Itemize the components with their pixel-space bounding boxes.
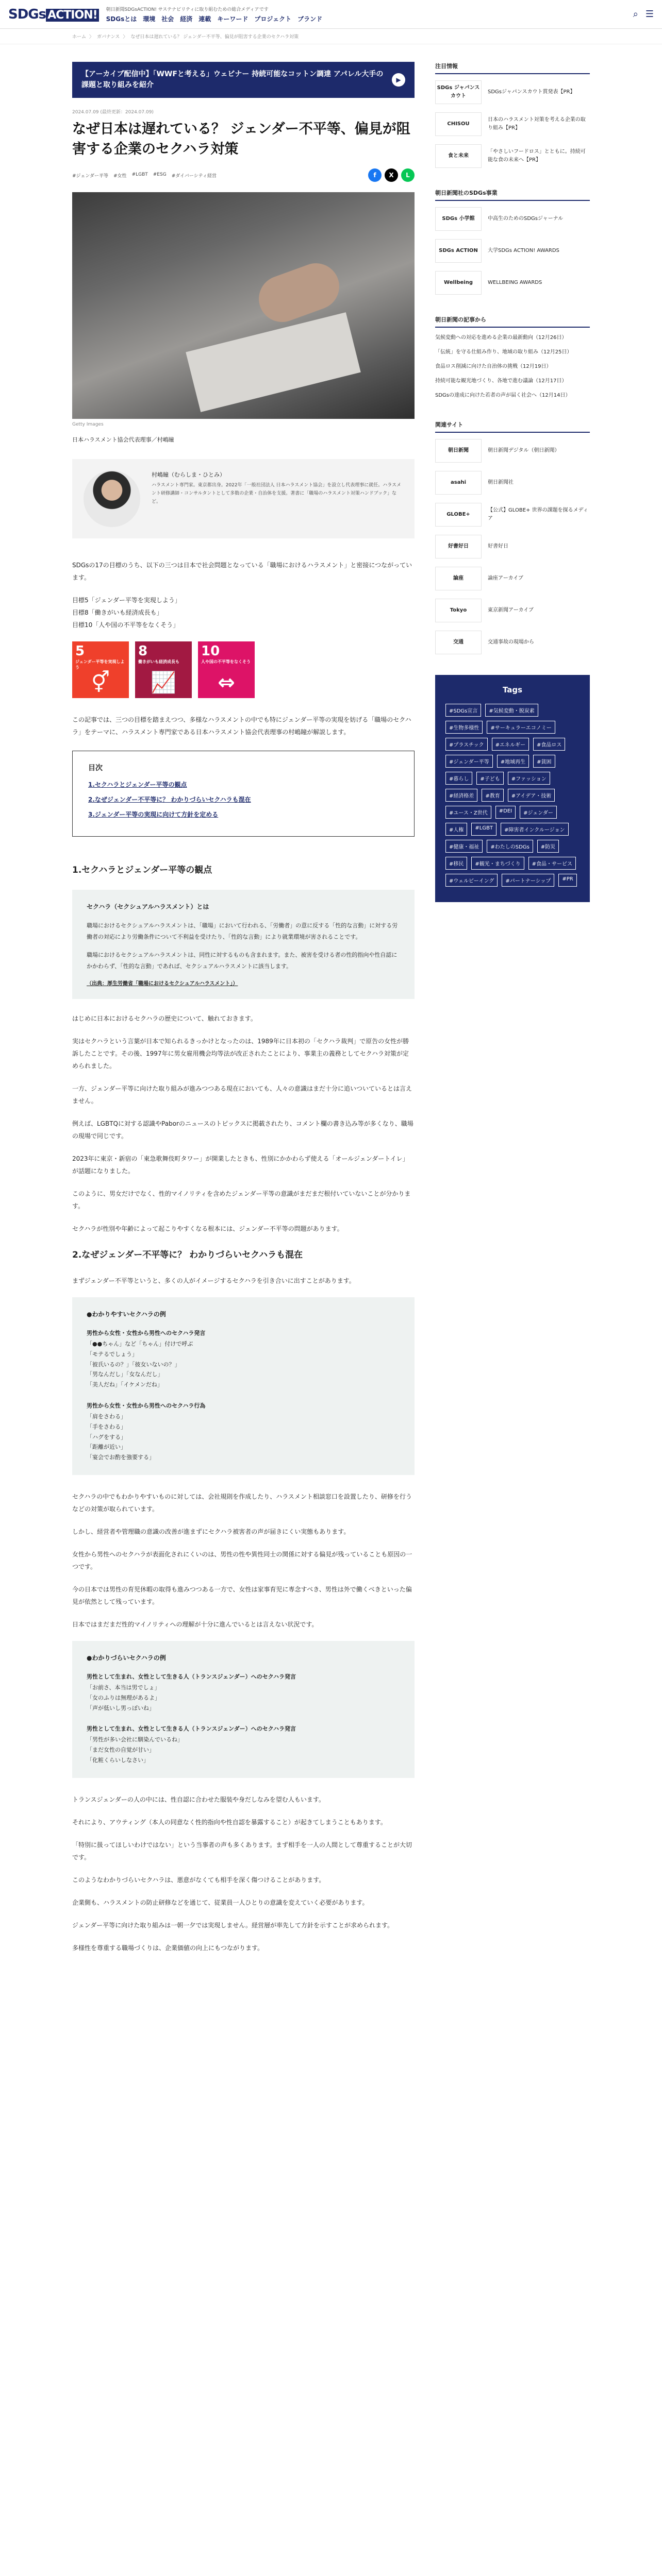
example-item: 「まだ女性の自覚が甘い」 [87, 1747, 155, 1754]
sdg-goal-text: 働きがいも経済成長も [138, 659, 179, 665]
body-paragraph: トランスジェンダーの人の中には、性自認に合わせた服装や身だしなみを望む人もいます。 [72, 1795, 325, 1803]
sdg-goal-icon: ⚥ [91, 671, 110, 695]
body-paragraph: 企業側も、ハラスメントの防止研修などを通じて、従業員一人ひとりの意識を変えていく必要があります。 [72, 1899, 369, 1906]
sidebar-heading: 朝日新聞社のSDGs事業 [435, 189, 590, 201]
body-paragraph: 実はセクハラという言葉が日本で知られるきっかけとなったのは、1989年に日本初の「セクハラ裁判」で原告の女性が勝訴したことです。その後、1997年に男女雇用機会均等法が改正されたことにより、事業主の義務としてセクハラ対策が定められました。 [72, 1038, 409, 1070]
tag-link[interactable]: #ジェンダー平等 [72, 173, 109, 179]
body-paragraph: 日本ではまだまだ性的マイノリティへの理解が十分に進んでいるとは言えない状況です。 [72, 1621, 318, 1628]
example-item: 「男なんだし」「女なんだし」 [87, 1371, 163, 1378]
nav-item[interactable]: ブランド [297, 15, 323, 23]
example-item: 「手をさわる」 [87, 1423, 126, 1430]
sidebar-item[interactable] [435, 439, 590, 463]
line-icon[interactable]: L [401, 168, 415, 182]
sidebar-item[interactable] [435, 239, 590, 263]
example-title: ●わかりやすいセクハラの例 [87, 1311, 166, 1318]
author-box [72, 459, 415, 538]
tag-chip[interactable]: #気候変動・脱炭素 [485, 704, 538, 717]
sidebar-item[interactable] [435, 631, 590, 654]
example-item: 「男性が多い会社に馴染んでいるね」 [87, 1736, 183, 1743]
tag-chip[interactable]: #経済格差 [445, 789, 477, 802]
body-paragraph: ジェンダー平等に向けた取り組みは一朝一夕では実現しません。経営層が率先して方針を示すことが求められます。 [72, 1921, 394, 1929]
tag-chip[interactable]: #食品ロス [533, 738, 565, 751]
example-item: 「●●ちゃん」など「ちゃん」付けで呼ぶ [87, 1341, 193, 1348]
news-link[interactable]: SDGsの達成に向けた若者の声が届く社会へ（12月14日） [435, 393, 571, 398]
body-paragraph: 女性から男性へのセクハラが表面化されにくいのは、男性の性や異性同士の関係に対する偏見が残っていることも原因の一つです。 [72, 1551, 412, 1570]
sidebar-item-label: WELLBEING AWARDS [488, 280, 542, 285]
sidebar-item-label: 東京新聞アーカイブ [488, 607, 534, 613]
toc-link[interactable]: 1.セクハラとジェンダー平等の観点 [88, 781, 187, 789]
tag-chip[interactable]: #人権 [445, 823, 467, 836]
tag-chip[interactable]: #ユース・Z世代 [445, 806, 491, 819]
sdg-goal-number: 8 [138, 643, 148, 659]
logo-text: SDGs [8, 6, 46, 22]
tag-chip[interactable]: #教育 [482, 789, 503, 802]
example-item: 「女のふりは無理があるよ」 [87, 1694, 160, 1701]
tag-chip[interactable]: #PR [558, 874, 576, 887]
body-paragraph: 今の日本では男性の育児休暇の取得も進みつつある一方で、女性は家事育児に専念すべき、男性は外で働くべきといった偏見が依然として残っています。 [72, 1586, 412, 1605]
body-paragraph: 2023年に東京・新宿の「東急歌舞伎町タワー」が開業したときも、性別にかかわらず使える「オールジェンダートイレ」が話題になりました。 [72, 1155, 409, 1175]
facebook-icon[interactable]: f [368, 168, 382, 182]
nav-item[interactable]: 環境 [143, 15, 156, 23]
example-item: 「肩をさわる」 [87, 1413, 126, 1420]
example-group-title: 男性として生まれ、女性として生きる人（トランスジェンダー）へのセクハラ発言 [87, 1673, 296, 1680]
sidebar-item-label: 好書好日 [488, 544, 508, 549]
author-name: 村嶋瞳（むらしま・ひとみ） [152, 471, 225, 479]
sidebar-related [435, 420, 590, 654]
tag-chip[interactable]: #LGBT [471, 823, 496, 836]
tag-chip[interactable]: #SDGs宣言 [445, 704, 481, 717]
sidebar-item[interactable] [435, 271, 590, 295]
sidebar-thumbnail: 食と未来 [435, 144, 482, 168]
tag-link[interactable]: #ダイバーシティ経営 [171, 173, 217, 179]
toc-link[interactable]: 3.ジェンダー平等の実現に向けて方針を定める [88, 811, 219, 819]
body-paragraph: このようなわかりづらいセクハラは、悪意がなくても相手を深く傷つけることがあります。 [72, 1876, 325, 1884]
nav-item[interactable]: キーワード [217, 15, 249, 23]
sidebar-thumbnail: SDGs ACTION [435, 239, 482, 263]
tag-chip[interactable]: #暮らし [445, 772, 472, 785]
body-paragraph: 「特別に扱ってほしいわけではない」という当事者の声も多くあります。まず相手を一人の人間として尊重することが大切です。 [72, 1841, 412, 1861]
tag-chip[interactable]: #エネルギー [492, 738, 529, 751]
definition-text: 職場におけるセクシュアルハラスメントは、「職場」において行われる、「労働者」の意に反する「性的な言動」に対する労働者の対応により労働条件について不利益を受けたり、「性的な言動」により就業環境が害されることです。 [87, 922, 398, 940]
example-title: ●わかりづらいセクハラの例 [87, 1654, 166, 1662]
example-item: 「モテるでしょう」 [87, 1350, 138, 1358]
sidebar-thumbnail: SDGs 小学館 [435, 207, 482, 231]
avatar [84, 470, 140, 527]
sidebar-item[interactable] [435, 112, 590, 136]
sidebar-news [435, 315, 590, 400]
body-paragraph: はじめに日本におけるセクハラの歴史について、触れておきます。 [72, 1015, 257, 1023]
nav-item[interactable]: SDGsとは [106, 15, 137, 23]
sidebar-item[interactable] [435, 207, 590, 231]
sidebar-thumbnail: GLOBE+ [435, 503, 482, 527]
sidebar-heading: 注目情報 [435, 62, 590, 74]
definition-text: 職場におけるセクシュアルハラスメントは、同性に対するものも含まれます。また、被害を受ける者の性的指向や性自認にかかわらず、「性的な言動」であれば、セクシュアルハラスメントに該当します。 [87, 952, 398, 970]
example-item: 「彼氏いるの？」「彼女いないの？」 [87, 1361, 180, 1368]
example-item: 「宴会でお酌を強要する」 [87, 1454, 155, 1461]
sidebar-item-label: 日本のハラスメント対策を考える企業の取り組み【PR】 [488, 117, 586, 131]
sidebar-item[interactable] [435, 535, 590, 558]
tag-chip[interactable]: #観光・まちづくり [471, 857, 524, 870]
sdg-goal-icons [72, 641, 415, 698]
tag-chip[interactable]: #地域再生 [497, 755, 529, 768]
search-icon[interactable]: ⌕ [633, 9, 638, 20]
x-icon[interactable]: X [385, 168, 398, 182]
sidebar-item[interactable] [435, 144, 590, 168]
article-dates: 2024.07.09 (最終更新：2024.07.09) [72, 110, 154, 115]
definition-title: セクハラ（セクシュアルハラスメント）とは [87, 903, 209, 911]
sidebar-item[interactable] [435, 567, 590, 590]
body-paragraph: セクハラの中でもわかりやすいものに対しては、会社規則を作成したり、ハラスメント相談窓口を設置したり、研修を行うなどの対策が取られています。 [72, 1493, 412, 1513]
sidebar-item-label: 中高生のためのSDGsジャーナル [488, 216, 564, 222]
goal-line: 目標5「ジェンダー平等を実現しよう」 [72, 597, 181, 604]
site-tagline: 朝日新聞SDGsACTION! サステナビリティに取り組むための総合メディアです [106, 7, 269, 12]
sidebar-thumbnail: Tokyo [435, 599, 482, 622]
tag-link[interactable]: #LGBT [131, 172, 148, 177]
tag-chip[interactable]: #防災 [537, 840, 559, 853]
tag-chip[interactable]: #生物多様性 [445, 721, 483, 734]
article-main [72, 62, 415, 1964]
arrow-right-icon: ▶ [392, 73, 405, 87]
tag-chip[interactable]: #ファッション [508, 772, 550, 785]
photo-credit: Getty Images [72, 422, 104, 428]
body-paragraph: まずジェンダー不平等というと、多くの人がイメージするセクハラを引き合いに出すことがあります。 [72, 1277, 355, 1285]
breadcrumb-item[interactable]: ガバナンス [97, 35, 120, 40]
nav-item[interactable]: 社会 [161, 15, 174, 23]
tag-cloud-title: Tags [502, 685, 523, 694]
menu-icon[interactable]: ☰ [645, 9, 654, 20]
sidebar-item[interactable] [435, 503, 590, 527]
example-item: 「美人だね」「イケメンだね」 [87, 1381, 163, 1388]
sidebar-item[interactable] [435, 471, 590, 495]
article-tags [72, 172, 217, 179]
sdg-goal-tile [198, 641, 255, 698]
tag-chip[interactable]: #パートナーシップ [502, 874, 554, 887]
sidebar-item-label: 論座アーカイブ [488, 575, 523, 581]
sidebar-item[interactable] [435, 599, 590, 622]
example-item: 「距離が近い」 [87, 1444, 126, 1451]
toc-link[interactable]: 2.なぜジェンダー不平等に？ わかりづらいセクハラも混在 [88, 796, 251, 804]
nav-item[interactable]: プロジェクト [254, 15, 292, 23]
example-item: 「ハグをする」 [87, 1433, 126, 1440]
sidebar-item-label: 「やさしいフードロス」とともに。持続可能な食の未来へ【PR】 [488, 149, 586, 163]
sidebar-heading: 朝日新聞の記事から [435, 315, 590, 328]
global-nav [106, 14, 626, 23]
section-heading: 1.セクハラとジェンダー平等の観点 [72, 865, 212, 876]
nav-item[interactable]: 経済 [180, 15, 193, 23]
sidebar-heading: 関連サイト [435, 420, 590, 433]
example-group-title: 男性として生まれ、女性として生きる人（トランスジェンダー）へのセクハラ発言 [87, 1725, 296, 1733]
sdg-goal-tile [135, 641, 192, 698]
example-item: 「声が低いし男っぽいね」 [87, 1704, 155, 1711]
sdg-goal-text: ジェンダー平等を実現しよう [75, 659, 125, 670]
body-paragraph: セクハラが性別や年齢によって起こりやすくなる根本には、ジェンダー不平等の問題があります。 [72, 1225, 343, 1233]
tag-chip[interactable]: #わたしのSDGs [487, 840, 533, 853]
example-group-title: 男性から女性・女性から男性へのセクハラ行為 [87, 1402, 206, 1410]
tag-chip[interactable]: #プラスチック [445, 738, 488, 751]
banner-text: 【アーカイブ配信中】「WWFと考える」ウェビナー 持続可能なコットン調達 アパレル大手の課題と取り組みを紹介 [81, 70, 384, 89]
page-title: なぜ日本は遅れている？ ジェンダー不平等、偏見が阻害する企業のセクハラ対策 [72, 121, 410, 158]
logo-action-text: ACTION! [46, 9, 99, 22]
sidebar-thumbnail: 論座 [435, 567, 482, 590]
photo-caption: 日本ハラスメント協会代表理事／村嶋瞳 [72, 436, 174, 444]
example-box [72, 1641, 415, 1778]
sidebar-thumbnail: 交通 [435, 631, 482, 654]
definition-source[interactable] [87, 979, 400, 987]
sdg-goal-number: 10 [201, 643, 220, 659]
sidebar-item-label: 朝日新聞社 [488, 480, 514, 485]
toc-title: 目次 [88, 764, 103, 773]
share-buttons [368, 168, 415, 182]
sidebar-thumbnail: 朝日新聞 [435, 439, 482, 463]
site-logo[interactable] [8, 8, 99, 21]
sidebar-item-label: 朝日新聞デジタル（朝日新聞） [488, 448, 560, 453]
tag-link[interactable]: #女性 [113, 173, 127, 179]
body-paragraph: それにより、アウティング（本人の同意なく性的指向や性自認を暴露すること）が起きてしまうこともあります。 [72, 1818, 387, 1826]
news-link[interactable]: 持続可能な観光地づくり、各地で進む議論（12月17日） [435, 378, 567, 384]
intro-paragraph: SDGsの17の目標のうち、以下の三つは日本で社会問題となっている「職場におけるハラスメント」と密接につながっています。 [72, 562, 412, 582]
tag-chip[interactable]: #ジェンダー [520, 806, 557, 819]
tag-chip[interactable]: #ジェンダー平等 [445, 755, 493, 768]
tag-chip[interactable]: #アイデア・技術 [508, 789, 555, 802]
section-heading: 2.なぜジェンダー不平等に？ わかりづらいセクハラも混在 [72, 1250, 303, 1261]
body-paragraph: 多様性を尊重する職場づくりは、企業価値の向上にもつながります。 [72, 1944, 264, 1952]
sdg-goal-icon: 📈 [151, 671, 176, 695]
tag-chip[interactable]: #サーキュラーエコノミー [487, 721, 555, 734]
breadcrumb-item[interactable]: ホーム [72, 35, 87, 40]
body-paragraph: しかし、経営者や管理職の意識の改善が進まずにセクハラ被害者の声が届きにくい実態もあります。 [72, 1528, 350, 1535]
tag-chip[interactable]: #子ども [476, 772, 503, 785]
body-paragraph: 一方、ジェンダー平等に向けた取り組みが進みつつある現在においても、人々の意識はまだ十分に追いついているとは言えません。 [72, 1085, 412, 1105]
body-paragraph: 例えば、LGBTQに対する認識やPaborのニュースのトピックスに掲載されたり、コメント欄の書き込み等が多くなり、職場の現場で同じです。 [72, 1120, 413, 1140]
sidebar-asahi-projects [435, 189, 590, 295]
hero-photo [72, 192, 415, 419]
tag-chip[interactable]: #ウェルビーイング [445, 874, 498, 887]
sidebar-notice [435, 62, 590, 168]
tag-chip[interactable]: #健康・福祉 [445, 840, 483, 853]
tag-chip[interactable]: #食品・サービス [528, 857, 576, 870]
news-link[interactable]: 「伝統」を守る仕組み作り、地域の取り組み（12月25日） [435, 349, 572, 355]
body-paragraph: このように、男女だけでなく、性的マイノリティを含めたジェンダー平等の意識がまだまだ根付いていないことが分かります。 [72, 1190, 411, 1210]
breadcrumb-separator: 〉 [123, 35, 128, 40]
sidebar-item[interactable] [435, 80, 590, 104]
sdg-goal-text: 人や国の不平等をなくそう [201, 659, 251, 665]
breadcrumb [0, 29, 662, 44]
tag-chip[interactable]: #DEI [495, 806, 516, 819]
sdg-goal-icon: ⇔ [218, 671, 235, 695]
tag-chip[interactable]: #貧困 [533, 755, 555, 768]
example-item: 「お前さ、本当は男でしょ」 [87, 1684, 160, 1691]
goal-line: 目標10「人や国の不平等をなくそう」 [72, 621, 179, 629]
sdg-goal-number: 5 [75, 643, 85, 659]
site-header [0, 0, 662, 29]
example-box [72, 1297, 415, 1475]
sidebar-item-label: 交通事故の現場から [488, 639, 534, 645]
tag-chip[interactable]: #障害者インクルージョン [501, 823, 568, 836]
table-of-contents [72, 751, 415, 837]
sidebar-thumbnail: CHISOU [435, 112, 482, 136]
tag-link[interactable]: #ESG [153, 172, 167, 177]
source-link[interactable]: （出典：厚生労働省「職場におけるセクシュアルハラスメント」） [87, 981, 238, 987]
intro-paragraph: この記事では、三つの目標を踏まえつつ、多様なハラスメントの中でも特にジェンダー平等の実現を妨げる「職場のセクハラ」をテーマに、ハラスメント専門家である日本ハラスメント協会代表理事の村嶋瞳が解説します。 [72, 716, 411, 736]
sidebar-thumbnail: Wellbeing [435, 271, 482, 295]
sidebar-item-label: 【公式】GLOBE+ 世界の課題を探るメディア [488, 507, 588, 521]
tag-cloud [435, 675, 590, 902]
breadcrumb-separator: 〉 [89, 35, 94, 40]
webinar-banner[interactable] [72, 62, 415, 98]
breadcrumb-current: なぜ日本は遅れている？ ジェンダー不平等、偏見が阻害する企業のセクハラ対策 [130, 35, 299, 40]
sidebar-thumbnail: 好書好日 [435, 535, 482, 558]
author-bio: ハラスメント専門家。東京都出身。2022年「一般社団法人 日本ハラスメント協会」を設立し代表理事に就任。ハラスメント研修講師・コンサルタントとして多数の企業・自治体を支援。著書に「職場のハラスメント対策ハンドブック」など。 [152, 483, 401, 504]
sidebar-item-label: SDGsジャパンスカウト賞発表【PR】 [488, 89, 575, 95]
sidebar-thumbnail: SDGs ジャパンスカウト [435, 80, 482, 104]
sidebar-item-label: 大学SDGs ACTION! AWARDS [488, 248, 559, 253]
sidebar-thumbnail: asahi [435, 471, 482, 495]
example-group-title: 男性から女性・女性から男性へのセクハラ発言 [87, 1330, 206, 1337]
sidebar [435, 62, 590, 1964]
tag-chip[interactable]: #移民 [445, 857, 467, 870]
definition-box [72, 890, 415, 999]
example-item: 「化粧くらいしなさい」 [87, 1756, 149, 1764]
nav-item[interactable]: 連載 [198, 15, 211, 23]
sdg-goal-tile [72, 641, 129, 698]
news-link[interactable]: 気候変動への対応を進める企業の最新動向（12月26日） [435, 335, 567, 341]
news-link[interactable]: 食品ロス削減に向けた自治体の挑戦（12月19日） [435, 364, 552, 369]
goal-line: 目標8「働きがいも経済成長も」 [72, 609, 163, 617]
